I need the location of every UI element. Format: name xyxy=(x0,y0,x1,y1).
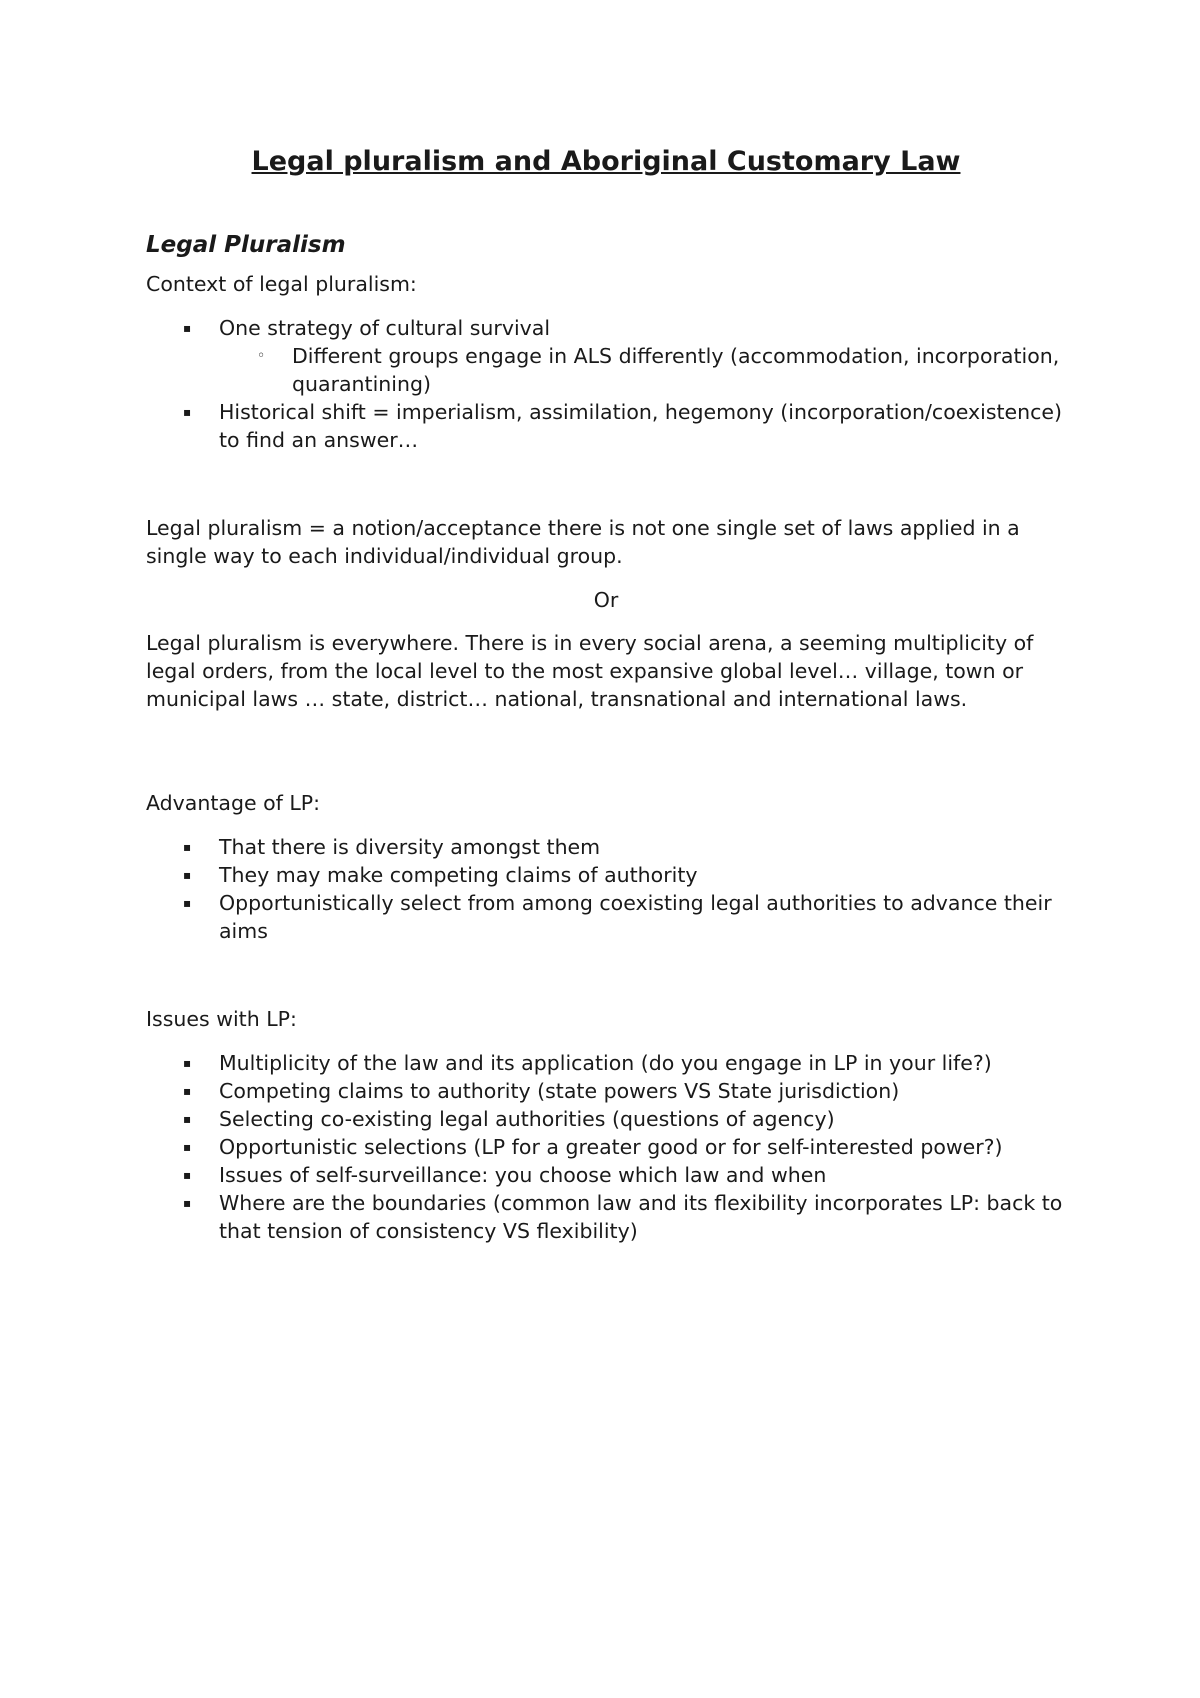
bullet-icon: ▪ xyxy=(183,1084,192,1098)
document-body xyxy=(146,142,1066,1245)
list-item-text: Issues of self-surveillance: you choose which law and when xyxy=(219,1163,827,1187)
spacer xyxy=(146,454,1066,514)
advantage-label: Advantage of LP: xyxy=(146,791,321,815)
context-label: Context of legal pluralism: xyxy=(146,272,417,296)
sub-list-item xyxy=(219,342,1066,398)
list-item xyxy=(146,1133,1066,1161)
bullet-icon: ▪ xyxy=(183,321,192,335)
list-item-text: Selecting co-existing legal authorities (questions of agency) xyxy=(219,1107,835,1131)
bullet-icon: ▪ xyxy=(183,1056,192,1070)
issues-list xyxy=(146,1049,1066,1245)
list-item-text: Opportunistically select from among coexisting legal authorities to advance their aims xyxy=(219,891,1052,943)
document-title: Legal pluralism and Aboriginal Customary Law xyxy=(251,146,961,177)
list-item-text: One strategy of cultural survival xyxy=(219,316,551,340)
context-list xyxy=(146,314,1066,454)
list-item-text: Historical shift = imperialism, assimilation, hegemony (incorporation/coexistence) to find an answer… xyxy=(219,400,1063,452)
list-item-text: Where are the boundaries (common law and its flexibility incorporates LP: back to that tension of consistency VS flexibility) xyxy=(219,1191,1063,1243)
list-item-text: They may make competing claims of authority xyxy=(219,863,698,887)
bullet-icon: ▪ xyxy=(183,405,192,419)
sub-list xyxy=(219,342,1066,398)
list-item xyxy=(146,1105,1066,1133)
bullet-icon: ▪ xyxy=(183,1196,192,1210)
list-item xyxy=(146,398,1066,454)
list-item xyxy=(146,889,1066,945)
bullet-icon: ▪ xyxy=(183,1140,192,1154)
spacer xyxy=(146,729,1066,789)
list-item xyxy=(146,833,1066,861)
list-item-text: Opportunistic selections (LP for a greater good or for self-interested power?) xyxy=(219,1135,1003,1159)
list-item-text: That there is diversity amongst them xyxy=(219,835,601,859)
bullet-icon: ▪ xyxy=(183,1168,192,1182)
issues-label: Issues with LP: xyxy=(146,1007,297,1031)
spacer xyxy=(146,945,1066,1005)
bullet-icon: ▪ xyxy=(183,868,192,882)
sub-list-item-text: Different groups engage in ALS differently (accommodation, incorporation, quarantining) xyxy=(292,344,1060,396)
bullet-icon: ▪ xyxy=(183,896,192,910)
advantage-list xyxy=(146,833,1066,945)
bullet-icon: ▪ xyxy=(183,1112,192,1126)
definition-paragraph-2: Legal pluralism is everywhere. There is in every social arena, a seeming multiplicity of legal orders, from the local level to the most expansive global level… village, town or municipal laws … state, district… national, transnational and international laws. xyxy=(146,631,1034,711)
definition-paragraph-1: Legal pluralism = a notion/acceptance there is not one single set of laws applied in a single way to each individual/individual group. xyxy=(146,516,1020,568)
list-item xyxy=(146,1049,1066,1077)
list-item xyxy=(146,861,1066,889)
list-item xyxy=(146,314,1066,398)
list-item xyxy=(146,1077,1066,1105)
list-item-text: Competing claims to authority (state powers VS State jurisdiction) xyxy=(219,1079,900,1103)
list-item xyxy=(146,1189,1066,1245)
list-item-text: Multiplicity of the law and its application (do you engage in LP in your life?) xyxy=(219,1051,992,1075)
sub-bullet-icon: ◦ xyxy=(257,348,266,364)
section-heading: Legal Pluralism xyxy=(146,232,346,258)
bullet-icon: ▪ xyxy=(183,840,192,854)
list-item xyxy=(146,1161,1066,1189)
or-separator: Or xyxy=(593,588,619,612)
